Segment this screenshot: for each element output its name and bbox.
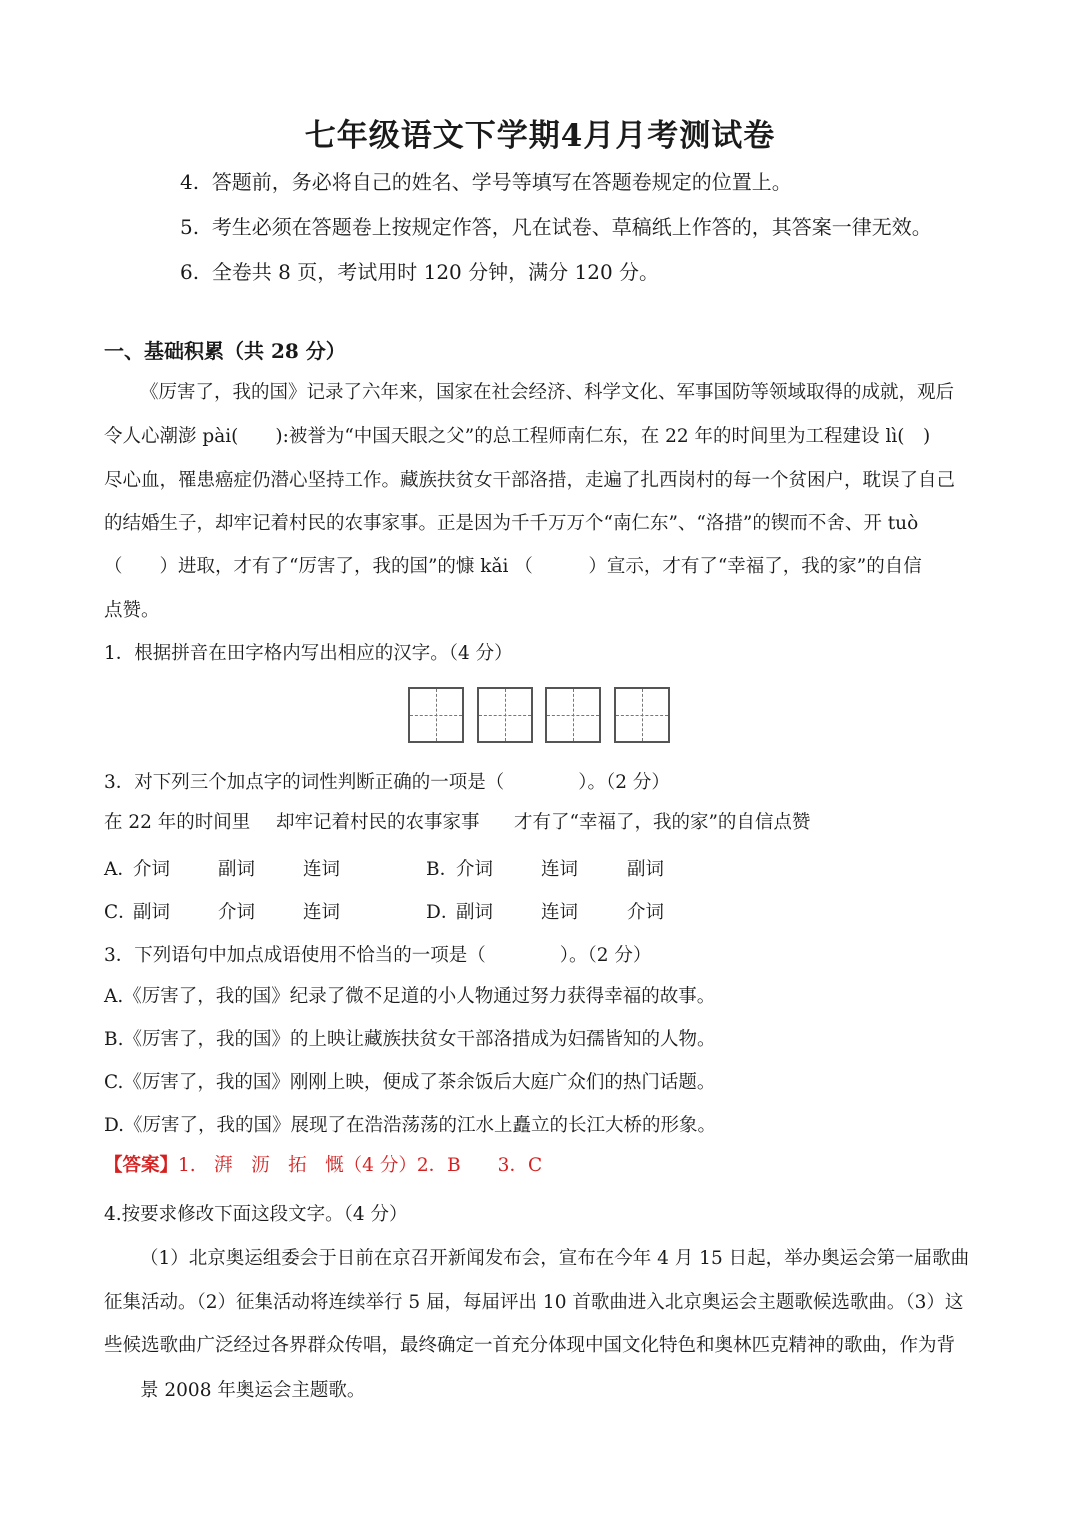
option-item: 连词 <box>303 859 341 880</box>
answer-line <box>104 1151 542 1177</box>
question-1: 1．根据拼音在田字格内写出相应的汉字。（4 分） <box>104 643 513 664</box>
instruction-item <box>180 166 792 195</box>
instruction-text: 全卷共 8 页，考试用时 120 分钟，满分 120 分。 <box>211 260 660 284</box>
passage-line: 征集活动。（2）征集活动将连续举行 5 届，每届评出 10 首歌曲进入北京奥运会主题歌候选歌曲。（3）这 <box>104 1292 964 1313</box>
passage-line: 景 2008 年奥运会主题歌。 <box>140 1380 366 1401</box>
passage-line: 点赞。 <box>104 600 160 621</box>
passage-line: 《厉害了，我的国》记录了六年来，国家在社会经济、科学文化、军事国防等领域取得的成就，观后 <box>140 382 955 403</box>
passage-line: 令人心潮澎 pài( ):被誉为“中国天眼之父”的总工程师南仁东，在 22 年的时间里为工程建设 lì( ) <box>104 426 931 447</box>
passage-line: 的结婚生子，却牢记着村民的农事家事。正是因为千千万万个“南仁东”、“洛措”的锲而不舍、开 tuò <box>104 513 919 534</box>
option-item: 副词 <box>133 902 171 923</box>
tianzige-box[interactable] <box>408 687 464 743</box>
option-label[interactable]: B． <box>426 859 459 880</box>
question-3a: 3．对下列三个加点字的词性判断正确的一项是（ ）。（2 分） <box>104 772 670 793</box>
option-item: 连词 <box>541 902 579 923</box>
instruction-text: 答题前，务必将自己的姓名、学号等填写在答题卷规定的位置上。 <box>211 170 792 194</box>
option-sentence[interactable]: C.《厉害了，我的国》刚刚上映，便成了茶余饭后大庭广众们的热门话题。 <box>104 1072 716 1093</box>
option-item: 介词 <box>218 902 256 923</box>
option-label[interactable]: A． <box>104 859 136 880</box>
instruction-number: 5. <box>180 215 200 239</box>
option-item: 副词 <box>218 859 256 880</box>
option-label[interactable]: D． <box>426 902 460 923</box>
option-item: 连词 <box>541 859 579 880</box>
tianzige-box[interactable] <box>545 687 601 743</box>
instruction-text: 考生必须在答题卷上按规定作答，凡在试卷、草稿纸上作答的，其答案一律无效。 <box>211 215 932 239</box>
option-sentence[interactable]: D.《厉害了，我的国》展现了在浩浩荡荡的江水上矗立的长江大桥的形象。 <box>104 1115 717 1136</box>
option-item: 副词 <box>456 902 494 923</box>
section-heading: 一、基础积累（共 28 分） <box>104 339 346 363</box>
passage-line: 尽心血，罹患癌症仍潜心坚持工作。藏族扶贫女干部洛措，走遍了扎西岗村的每一个贫困户，耽误了自己 <box>104 470 956 491</box>
option-item: 连词 <box>303 902 341 923</box>
question-4: 4.按要求修改下面这段文字。（4 分） <box>104 1204 408 1225</box>
instruction-item <box>180 256 659 285</box>
phrase: 却牢记着村民的农事家事 <box>276 812 480 833</box>
tianzige-box[interactable] <box>614 687 670 743</box>
option-label[interactable]: C． <box>104 902 137 923</box>
answer-text: 1. 湃 沥 拓 慨（4 分）2．B 3．C <box>178 1155 543 1176</box>
passage-line: （1）北京奥运组委会于日前在京召开新闻发布会，宣布在今年 4 月 15 日起，举办奥运会第一届歌曲 <box>140 1248 970 1269</box>
passage-line: 些候选歌曲广泛经过各界群众传唱，最终确定一首充分体现中国文化特色和奥林匹克精神的歌曲，作为背 <box>104 1335 956 1356</box>
passage-line: （ ）进取，才有了“厉害了，我的国”的慷 kǎi （ ）宣示，才有了“幸福了，我的家”的自信 <box>104 556 922 577</box>
phrase: 才有了“幸福了，我的家”的自信点赞 <box>514 812 811 833</box>
instruction-number: 6. <box>180 260 200 284</box>
question-3b: 3．下列语句中加点成语使用不恰当的一项是（ ）。（2 分） <box>104 945 652 966</box>
instruction-number: 4. <box>180 170 200 194</box>
page-title: 七年级语文下学期4月月考测试卷 <box>304 118 776 154</box>
answer-label: 【答案】 <box>104 1155 179 1176</box>
option-item: 介词 <box>627 902 665 923</box>
tianzige-box[interactable] <box>477 687 533 743</box>
option-item: 副词 <box>627 859 665 880</box>
instruction-item <box>180 211 932 240</box>
option-sentence[interactable]: A.《厉害了，我的国》纪录了微不足道的小人物通过努力获得幸福的故事。 <box>104 986 716 1007</box>
option-item: 介词 <box>456 859 494 880</box>
option-item: 介词 <box>133 859 171 880</box>
option-sentence[interactable]: B.《厉害了，我的国》的上映让藏族扶贫女干部洛措成为妇孺皆知的人物。 <box>104 1029 716 1050</box>
phrase: 在 22 年的时间里 <box>104 812 251 833</box>
